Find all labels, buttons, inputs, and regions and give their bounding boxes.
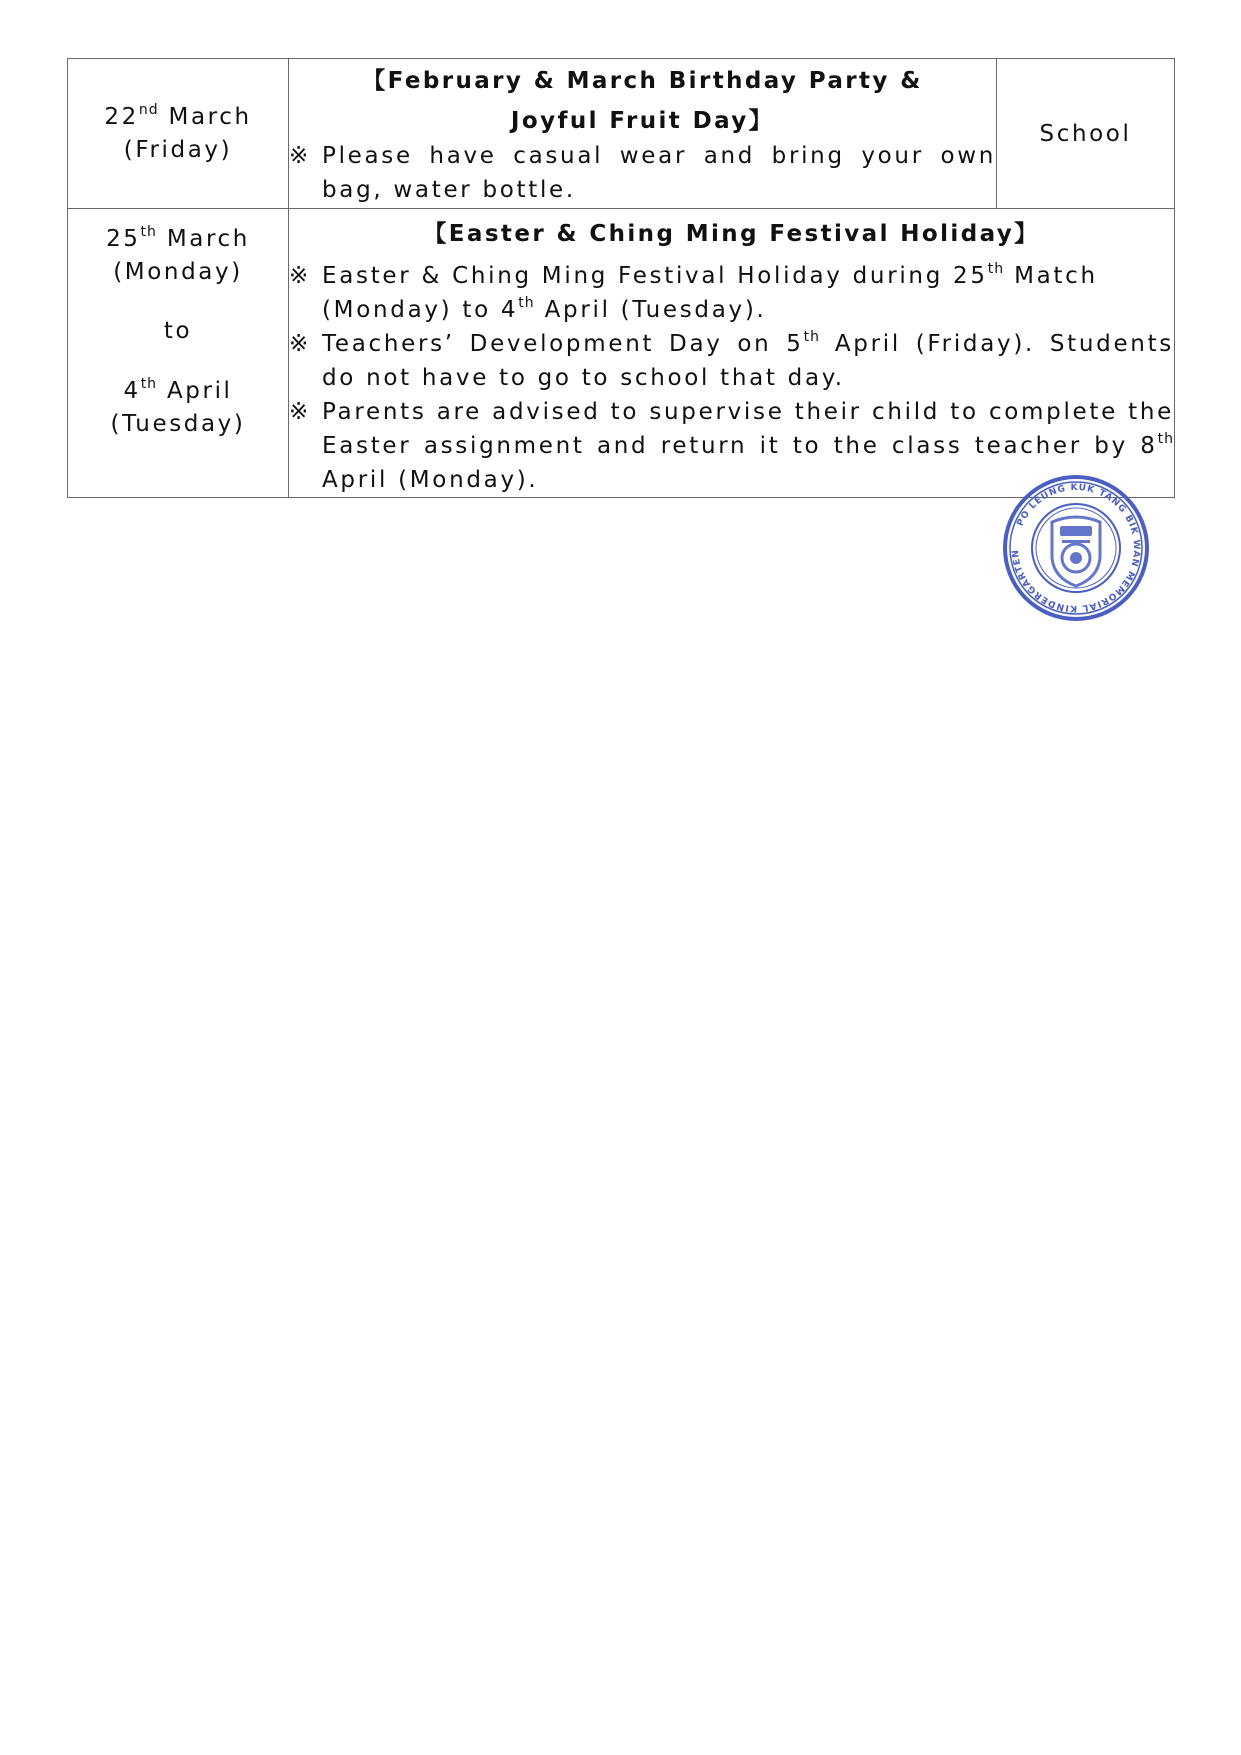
reference-mark-icon: ※ xyxy=(289,399,309,425)
list-item: ※ Parents are advised to supervise their child to complete the Easter assignment and return it to the class teacher by 8th April (Monday). xyxy=(289,395,1174,497)
reference-mark-icon: ※ xyxy=(289,331,309,357)
date-line: 25th March xyxy=(106,224,250,252)
activity-table xyxy=(67,58,1175,498)
event-title-continued: Joyful Fruit Day】 xyxy=(510,108,775,134)
list-item: ※ Easter & Ching Ming Festival Holiday during 25th Match (Monday) to 4th April (Tuesday). xyxy=(289,259,1174,327)
date-line: 4th April xyxy=(123,376,233,404)
date-range-separator: to xyxy=(163,318,193,344)
school-seal-icon xyxy=(1000,474,1152,622)
table-row xyxy=(68,59,1175,209)
list-item: ※ Please have casual wear and bring your own bag, water bottle. xyxy=(289,139,996,207)
svg-text:PO LEUNG KUK TANG BIK WAN MEMO: PO LEUNG KUK TANG BIK WAN MEMORIAL KINDERGARTEN xyxy=(1010,482,1142,614)
date-cell xyxy=(68,59,289,209)
event-title: 【February & March Birthday Party & xyxy=(362,68,923,94)
event-cell xyxy=(289,59,997,209)
event-cell xyxy=(289,209,1175,498)
list-item: ※ Teachers’ Development Day on 5th April (Friday). Students do not have to go to school that day. xyxy=(289,327,1174,395)
weekday: (Monday) xyxy=(113,259,243,285)
venue-cell: School xyxy=(997,59,1175,209)
reference-mark-icon: ※ xyxy=(289,143,309,169)
weekday: (Friday) xyxy=(123,136,233,163)
table-row xyxy=(68,209,1175,498)
reference-mark-icon: ※ xyxy=(289,263,309,289)
event-title: 【Easter & Ching Ming Festival Holiday】 xyxy=(423,221,1040,247)
weekday: (Tuesday) xyxy=(110,411,246,437)
date-cell xyxy=(68,209,289,498)
date-line: 22nd March xyxy=(104,101,252,130)
